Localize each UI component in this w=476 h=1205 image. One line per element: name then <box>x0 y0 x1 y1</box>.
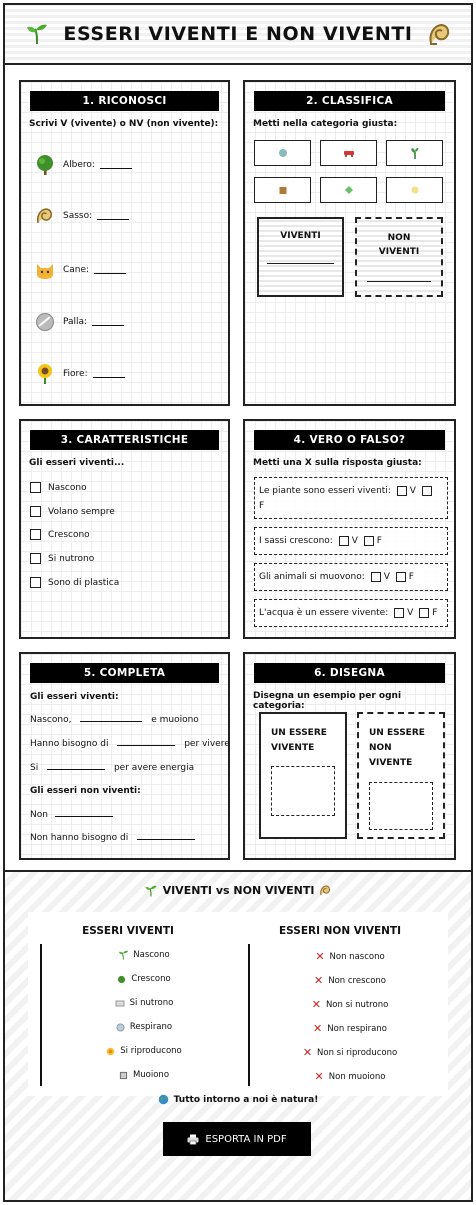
classify-item[interactable] <box>320 177 377 203</box>
checkbox[interactable] <box>30 506 41 517</box>
section-title: 6. DISEGNA <box>254 663 445 683</box>
divider-left <box>40 944 42 1086</box>
living-trait-row: Si riproducono <box>42 1046 246 1056</box>
shell-icon <box>319 884 332 897</box>
globe-icon <box>158 1094 169 1105</box>
column-head-non-viventi: ESSERI NON VIVENTI <box>279 925 401 937</box>
sunflower-icon <box>35 363 55 385</box>
section-caratteristiche <box>19 419 230 639</box>
item-albero: Albero: <box>35 154 132 176</box>
cross-icon: ✕ <box>315 950 325 963</box>
section-riconosci <box>19 80 230 406</box>
living-trait-row: Respirano <box>42 1022 246 1032</box>
section-title: 3. CARATTERISTICHE <box>30 430 219 450</box>
cross-icon: ✕ <box>313 1022 323 1035</box>
tree-icon <box>35 154 55 176</box>
item-cane: Cane: <box>35 260 126 280</box>
statement-row: Gli animali si muovono: V F <box>254 563 448 591</box>
air-icon <box>116 1023 125 1032</box>
shell-icon <box>427 21 453 47</box>
checkbox-f[interactable] <box>419 608 429 618</box>
section-completa <box>19 652 230 860</box>
answer-blank[interactable] <box>92 325 124 326</box>
leaf-icon <box>344 185 354 195</box>
fill-blank[interactable] <box>117 745 175 746</box>
plant-icon <box>410 147 420 159</box>
living-trait-row: Crescono <box>42 974 246 984</box>
option-volano-sempre[interactable]: Volano sempre <box>30 506 115 517</box>
statement-row: I sassi crescono: V F <box>254 527 448 555</box>
statement-row: Le piante sono esseri viventi: V F <box>254 477 448 519</box>
export-pdf-button[interactable]: ESPORTA IN PDF <box>163 1122 311 1156</box>
fill-line-4: Non <box>30 810 113 820</box>
car-icon <box>343 149 355 157</box>
answer-blank[interactable] <box>97 219 129 220</box>
section-title: 4. VERO O FALSO? <box>254 430 445 450</box>
item-fiore: Fiore: <box>35 363 125 385</box>
classify-item[interactable] <box>254 140 311 166</box>
option-nascono[interactable]: Nascono <box>30 482 87 493</box>
sprout-icon <box>25 23 49 45</box>
egg-icon <box>106 1047 115 1056</box>
section-title: 5. COMPLETA <box>30 663 219 683</box>
checkbox[interactable] <box>30 529 41 540</box>
nonliving-trait-row: ✕ Non si riproducono <box>302 1046 398 1059</box>
food-icon <box>115 999 125 1008</box>
subheading-non-viventi: Gli esseri non viventi: <box>30 786 141 796</box>
item-palla: Palla: <box>35 312 124 332</box>
section-instruction: Scrivi V (vivente) o NV (non vivente): <box>29 119 219 129</box>
item-sasso: Sasso: <box>35 206 129 226</box>
rock-icon <box>278 148 288 158</box>
drawing-area[interactable] <box>271 766 335 816</box>
cross-icon: ✕ <box>302 1046 313 1059</box>
bin-viventi[interactable]: VIVENTI <box>257 217 344 297</box>
shell-icon <box>35 206 55 226</box>
option-si-nutrono[interactable]: Si nutrono <box>30 553 94 564</box>
nonliving-trait-row: ✕ Non crescono <box>314 974 386 987</box>
fill-line-2: Hanno bisogno di per vivere <box>30 739 230 749</box>
living-trait-row: Nascono <box>42 950 246 960</box>
option-crescono[interactable]: Crescono <box>30 529 90 540</box>
fill-blank[interactable] <box>55 816 113 817</box>
checkbox-v[interactable] <box>339 536 349 546</box>
draw-box-non-vivente[interactable]: UN ESSERE NON VIVENTE <box>357 712 445 839</box>
printer-icon <box>187 1134 199 1145</box>
checkbox-v[interactable] <box>394 608 404 618</box>
answer-blank[interactable] <box>94 273 126 274</box>
checkbox-f[interactable] <box>396 572 406 582</box>
living-trait-row: Si nutrono <box>42 998 246 1008</box>
classify-item[interactable] <box>254 177 311 203</box>
checkbox[interactable] <box>30 482 41 493</box>
cross-icon: ✕ <box>311 998 321 1011</box>
page-header <box>5 5 471 65</box>
drawing-area[interactable] <box>369 782 433 830</box>
footer-note: Tutto intorno a noi è natura! <box>0 1094 476 1105</box>
summary-title: VIVENTI vs NON VIVENTI <box>0 884 476 897</box>
page-title: ESSERI VIVENTI E NON VIVENTI <box>63 23 413 45</box>
statement-row: L'acqua è un essere vivente: V F <box>254 599 448 627</box>
section-instruction: Metti una X sulla risposta giusta: <box>253 458 422 468</box>
fill-line-1: Nascono, e muoiono <box>30 715 199 725</box>
fill-blank[interactable] <box>47 769 105 770</box>
draw-box-vivente[interactable]: UN ESSERE VIVENTE <box>259 712 347 839</box>
fill-blank[interactable] <box>80 721 142 722</box>
grave-icon <box>119 1071 128 1080</box>
section-classifica <box>243 80 456 406</box>
checkbox-f[interactable] <box>364 536 374 546</box>
classify-item[interactable] <box>320 140 377 166</box>
answer-blank[interactable] <box>93 377 125 378</box>
cross-icon: ✕ <box>314 1070 324 1083</box>
classify-item[interactable] <box>386 177 443 203</box>
divider-middle <box>248 944 250 1086</box>
checkbox[interactable] <box>30 577 41 588</box>
nonliving-trait-row: ✕ Non nascono <box>315 950 385 963</box>
section-disegna <box>243 652 456 860</box>
sprout-icon <box>144 885 158 897</box>
checkbox[interactable] <box>30 553 41 564</box>
nonliving-trait-row: ✕ Non si nutrono <box>311 998 389 1011</box>
column-head-viventi: ESSERI VIVENTI <box>82 925 174 937</box>
classify-item[interactable] <box>386 140 443 166</box>
cross-icon: ✕ <box>314 974 324 987</box>
subheading-viventi: Gli esseri viventi: <box>30 692 119 702</box>
living-trait-row: Muoiono <box>42 1070 246 1080</box>
checkbox-f[interactable] <box>422 486 432 496</box>
box-icon <box>278 185 288 195</box>
section-instruction: Metti nella categoria giusta: <box>253 119 398 129</box>
fill-blank[interactable] <box>137 839 195 840</box>
section-instruction: Gli esseri viventi... <box>29 458 125 468</box>
bin-non-viventi[interactable]: NON VIVENTI <box>355 217 443 297</box>
option-sono-di-plastica[interactable]: Sono di plastica <box>30 577 119 588</box>
nonliving-trait-row: ✕ Non muoiono <box>314 1070 386 1083</box>
flower-icon <box>410 185 420 195</box>
section-instruction: Disegna un esempio per ogni categoria: <box>253 691 402 711</box>
section-title: 2. CLASSIFICA <box>254 91 445 111</box>
fill-line-3: Si per avere energia <box>30 763 195 773</box>
checkbox-v[interactable] <box>371 572 381 582</box>
section-vero-falso <box>243 419 456 639</box>
fill-line-5: Non hanno bisogno di <box>30 833 195 843</box>
sprout-icon <box>118 950 129 960</box>
circle-icon <box>117 975 126 984</box>
answer-blank[interactable] <box>100 168 132 169</box>
ball-icon <box>35 312 55 332</box>
nonliving-trait-row: ✕ Non respirano <box>313 1022 387 1035</box>
cat-icon <box>35 260 55 280</box>
checkbox-v[interactable] <box>397 486 407 496</box>
section-title: 1. RICONOSCI <box>30 91 219 111</box>
